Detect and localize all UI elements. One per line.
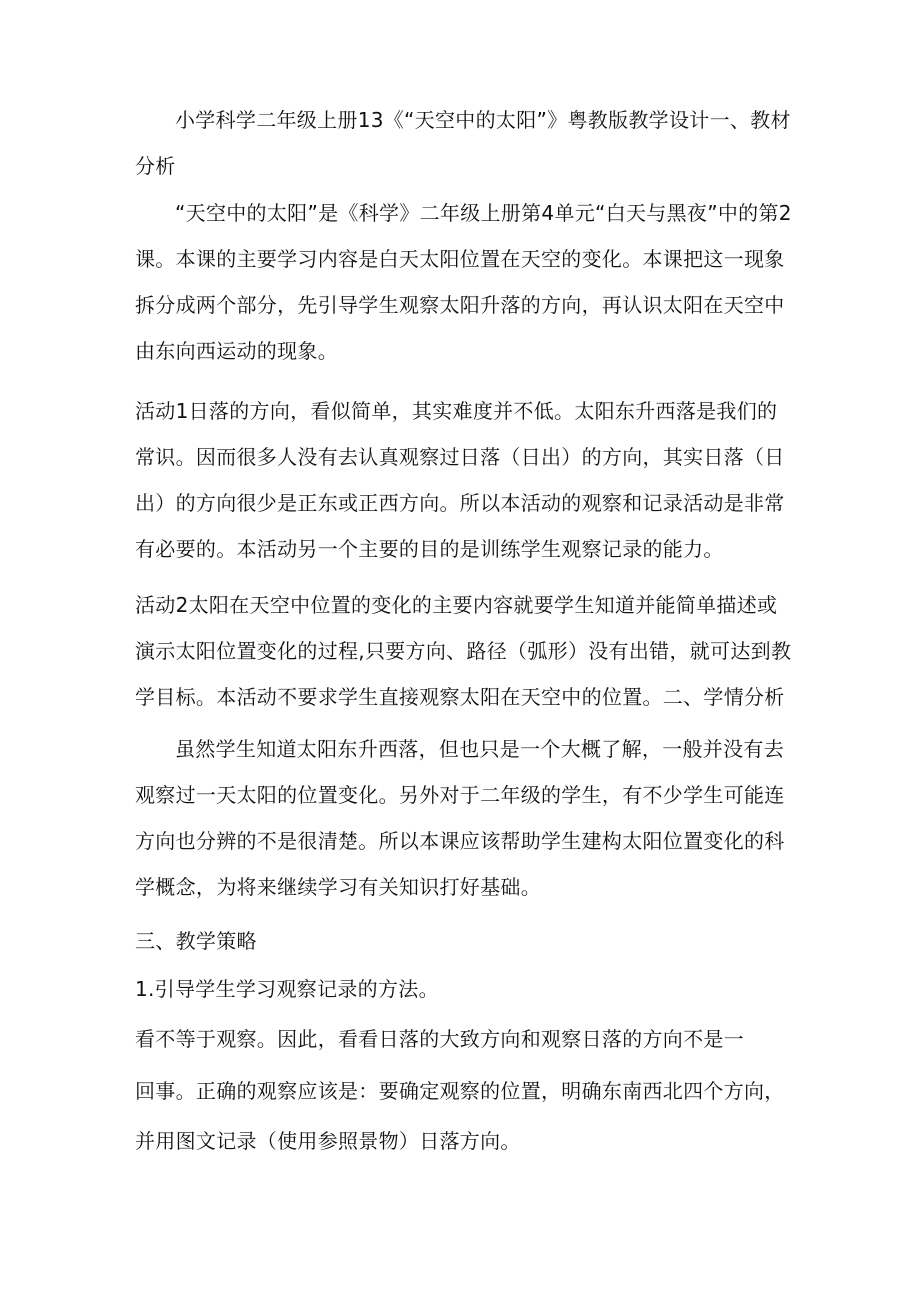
strategy-1-heading: 1.引导学生学习观察记录的方法。 (135, 977, 439, 1001)
strategy-1-line-3: 并用图文记录（使用参照景物）日落方向。 (135, 1129, 521, 1153)
student-analysis-paragraph: 虽然学生知道太阳东升西落，但也只是一个大概了解，一般并没有去观察过一天太阳的位置变化。另外对于二年级的学生，有不少学生可能连方向也分辨的不是很清楚。所以本课应该帮助学生建构太阳位置变化的科学概念，为将来继续学习有关知识打好基础。 (135, 737, 785, 899)
section-3-heading: 三、教学策略 (135, 929, 257, 953)
activity-2-paragraph: 活动2太阳在天空中位置的变化的主要内容就要学生知道并能简单描述或演示太阳位置变化的过程,只要方向、路径（弧形）没有出错，就可达到教学目标。本活动不要求学生直接观察太阳在天空中的位置。二、学情分析 (135, 593, 792, 709)
activity-1-paragraph: 活动1日落的方向，看似简单，其实难度并不低。太阳东升西落是我们的常识。因而很多人没有去认真观察过日落（日出）的方向，其实日落（日出）的方向很少是正东或正西方向。所以本活动的观察和记录活动是非常有必要的。本活动另一个主要的目的是训练学生观察记录的能力。 (135, 399, 785, 561)
strategy-1-line-1: 看不等于观察。因此，看看日落的大致方向和观察日落的方向不是一 (135, 1027, 744, 1051)
strategy-1-line-2: 回事。正确的观察应该是：要确定观察的位置，明确东南西北四个方向， (135, 1079, 785, 1103)
document-title-paragraph: 小学科学二年级上册13《“天空中的太阳”》粤教版教学设计一、教材分析 (135, 108, 791, 178)
intro-paragraph: “天空中的太阳”是《科学》二年级上册第4单元“白天与黑夜”中的第2课。本课的主要学习内容是白天太阳位置在天空的变化。本课把这一现象拆分成两个部分，先引导学生观察太阳升落的方向，再认识太阳在天空中由东向西运动的现象。 (135, 201, 792, 363)
